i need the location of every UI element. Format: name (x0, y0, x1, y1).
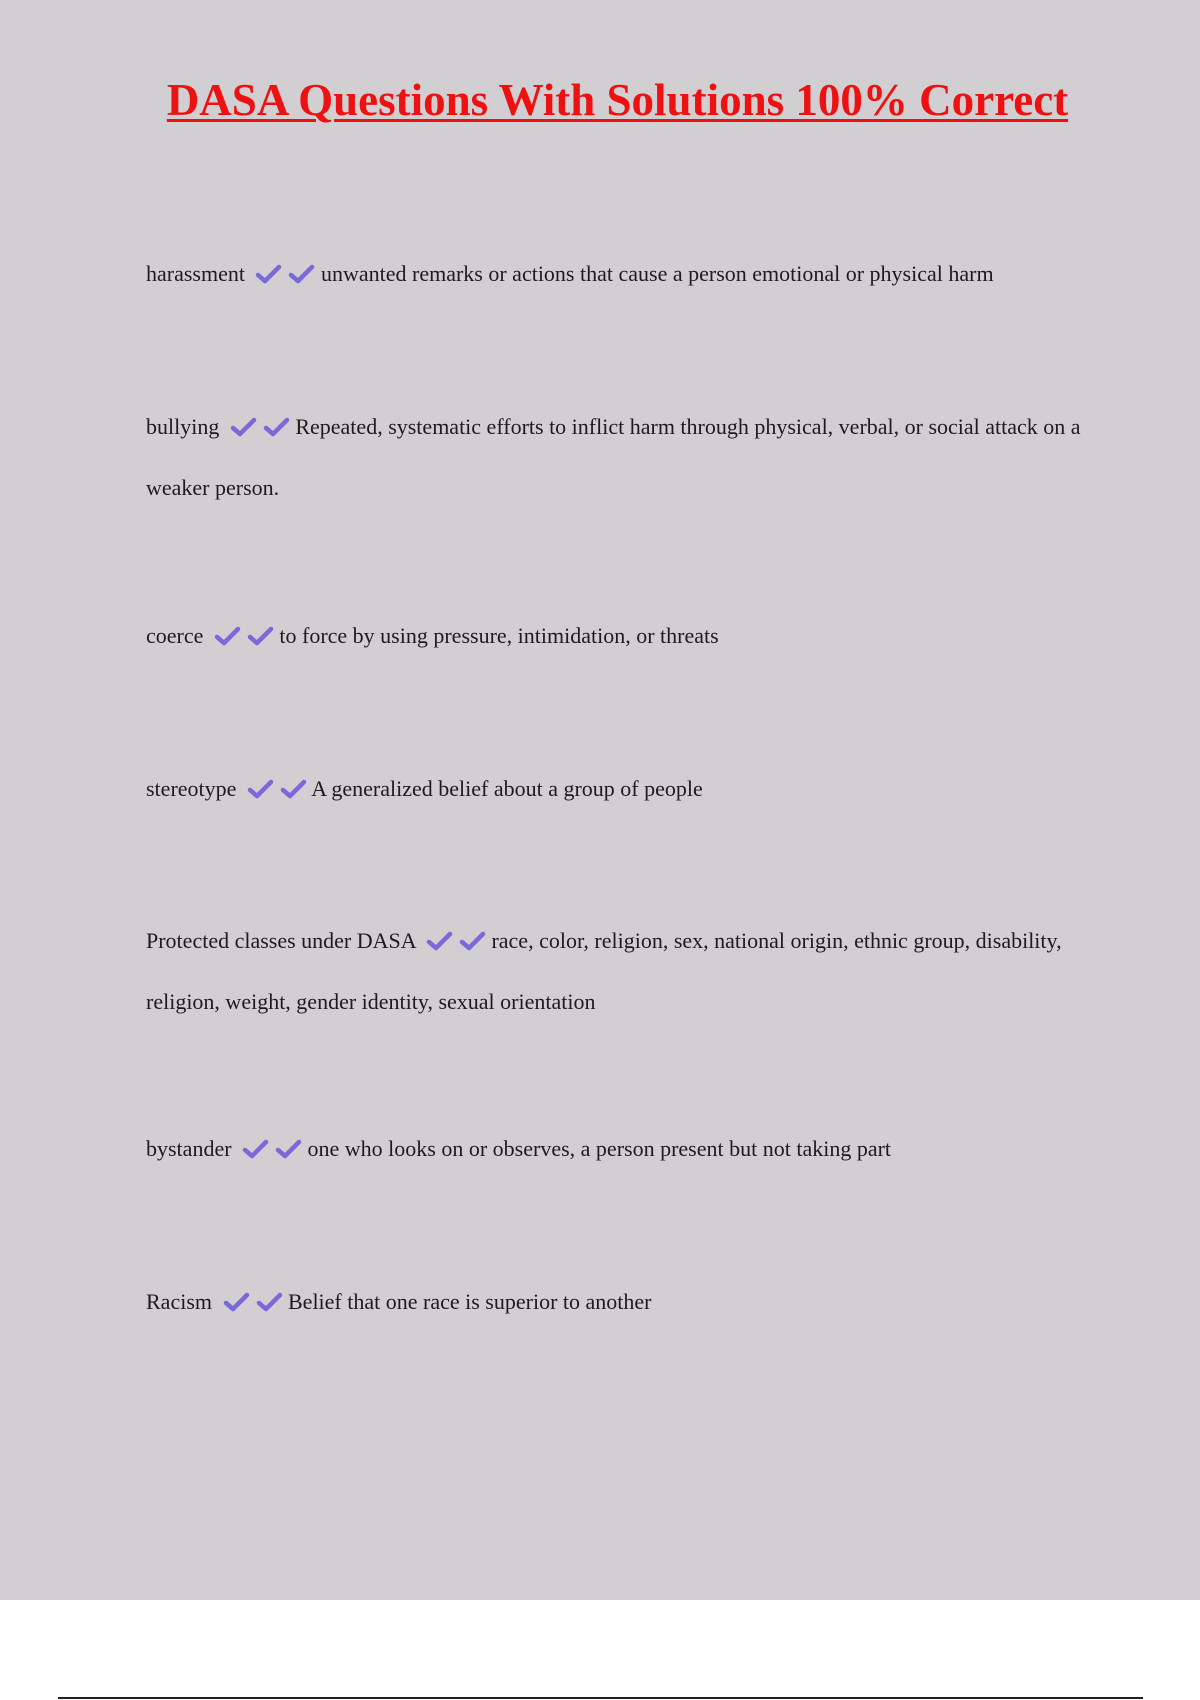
checkmark-icon (247, 779, 274, 799)
term: stereotype (146, 776, 237, 801)
definition: race, color, religion, sex, national origin, ethnic group, disability, religion, weight, gender identity, sexual orientation (146, 928, 1062, 1014)
definition: A generalized belief about a group of people (311, 776, 703, 801)
definition: unwanted remarks or actions that cause a person emotional or physical harm (320, 261, 994, 286)
term: bullying (146, 414, 220, 439)
checkmark-icon (256, 1292, 283, 1312)
document-title: DASA Questions With Solutions 100% Correct (166, 75, 1069, 125)
term: Racism (146, 1289, 212, 1314)
checkmark-icon (223, 1292, 250, 1312)
qa-entry-bystander (146, 1118, 1086, 1179)
checkmark-icon (288, 264, 315, 284)
term: Protected classes under DASA (146, 928, 416, 953)
checkmark-icon (214, 626, 241, 646)
checkmark-icon (230, 417, 257, 437)
qa-entry-stereotype (146, 758, 1086, 819)
checkmark-icon (255, 264, 282, 284)
definition: to force by using pressure, intimidation, or threats (279, 623, 719, 648)
checkmark-icon (242, 1139, 269, 1159)
definition: Repeated, systematic efforts to inflict harm through physical, verbal, or social attack on a weaker person. (146, 414, 1081, 500)
term: harassment (146, 261, 245, 286)
qa-entry-protected-classes (146, 910, 1086, 1032)
checkmark-icon (275, 1139, 302, 1159)
checkmark-icon (263, 417, 290, 437)
qa-entry-coerce (146, 605, 1086, 666)
term: coerce (146, 623, 204, 648)
checkmark-icon (459, 931, 486, 951)
checkmark-icon (280, 779, 307, 799)
footer-divider (58, 1697, 1143, 1699)
definition: one who looks on or observes, a person present but not taking part (307, 1136, 892, 1161)
definition: Belief that one race is superior to another (288, 1289, 652, 1314)
qa-entry-harassment (146, 243, 1086, 304)
qa-entry-racism (146, 1271, 1086, 1332)
checkmark-icon (426, 931, 453, 951)
qa-entry-bullying (146, 396, 1086, 518)
term: bystander (146, 1136, 232, 1161)
checkmark-icon (247, 626, 274, 646)
